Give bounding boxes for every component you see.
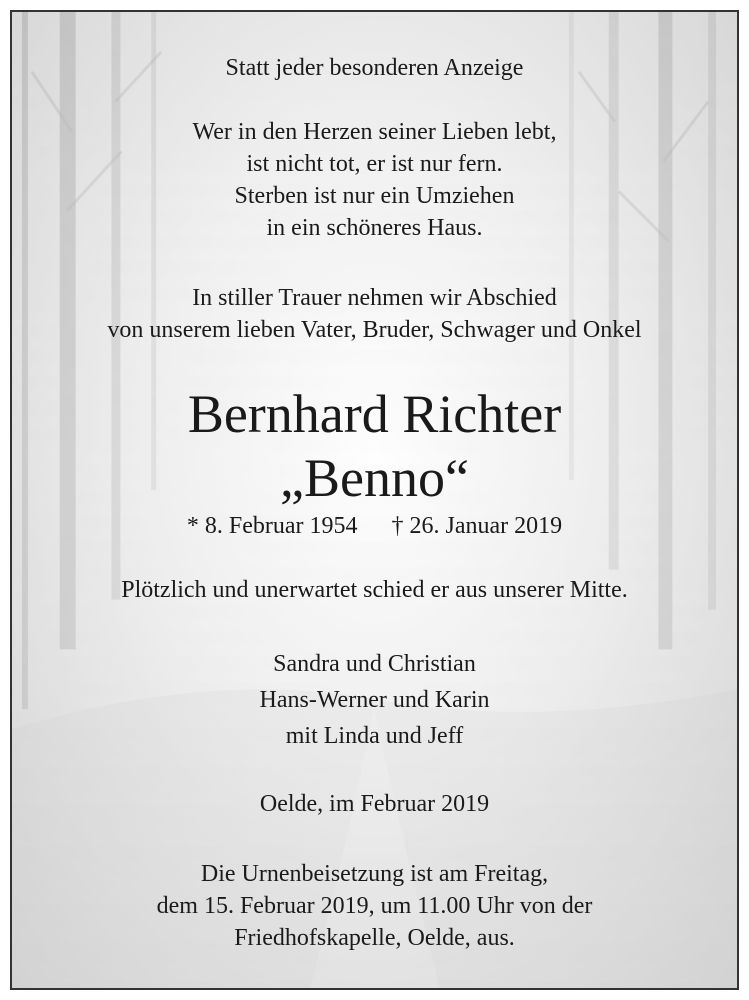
life-dates [12,510,737,542]
poem-line: ist nicht tot, er ist nur fern. [246,151,503,177]
death-date: † 26. Januar 2019 [391,513,563,539]
funeral-line: Friedhofskapelle, Oelde, aus. [234,925,515,951]
funeral-line: dem 15. Februar 2019, um 11.00 Uhr von der [156,893,593,919]
deceased-name: Bernhard Richter [187,384,562,444]
poem-line: Wer in den Herzen seiner Lieben lebt, [192,119,557,145]
mourner-line: mit Linda und Jeff [285,723,464,749]
obituary-frame [10,10,739,990]
sudden-death-line: Plötzlich und unerwartet schied er aus unserer Mitte. [121,577,628,603]
funeral-line: Die Urnenbeisetzung ist am Freitag, [200,861,549,887]
poem-line: in ein schöneres Haus. [266,215,483,241]
place-date: Oelde, im Februar 2019 [259,791,490,817]
birth-date: * 8. Februar 1954 [186,513,358,539]
deceased-nickname: „Benno“ [280,448,469,508]
intro-line: In stiller Trauer nehmen wir Abschied [192,285,557,311]
mourner-line: Hans-Werner und Karin [259,687,490,713]
heading: Statt jeder besonderen Anzeige [225,55,524,81]
mourner-line: Sandra und Christian [273,651,476,677]
obituary-text [12,12,737,988]
intro-line: von unserem lieben Vater, Bruder, Schwager und Onkel [107,317,642,343]
poem-line: Sterben ist nur ein Umziehen [234,183,515,209]
